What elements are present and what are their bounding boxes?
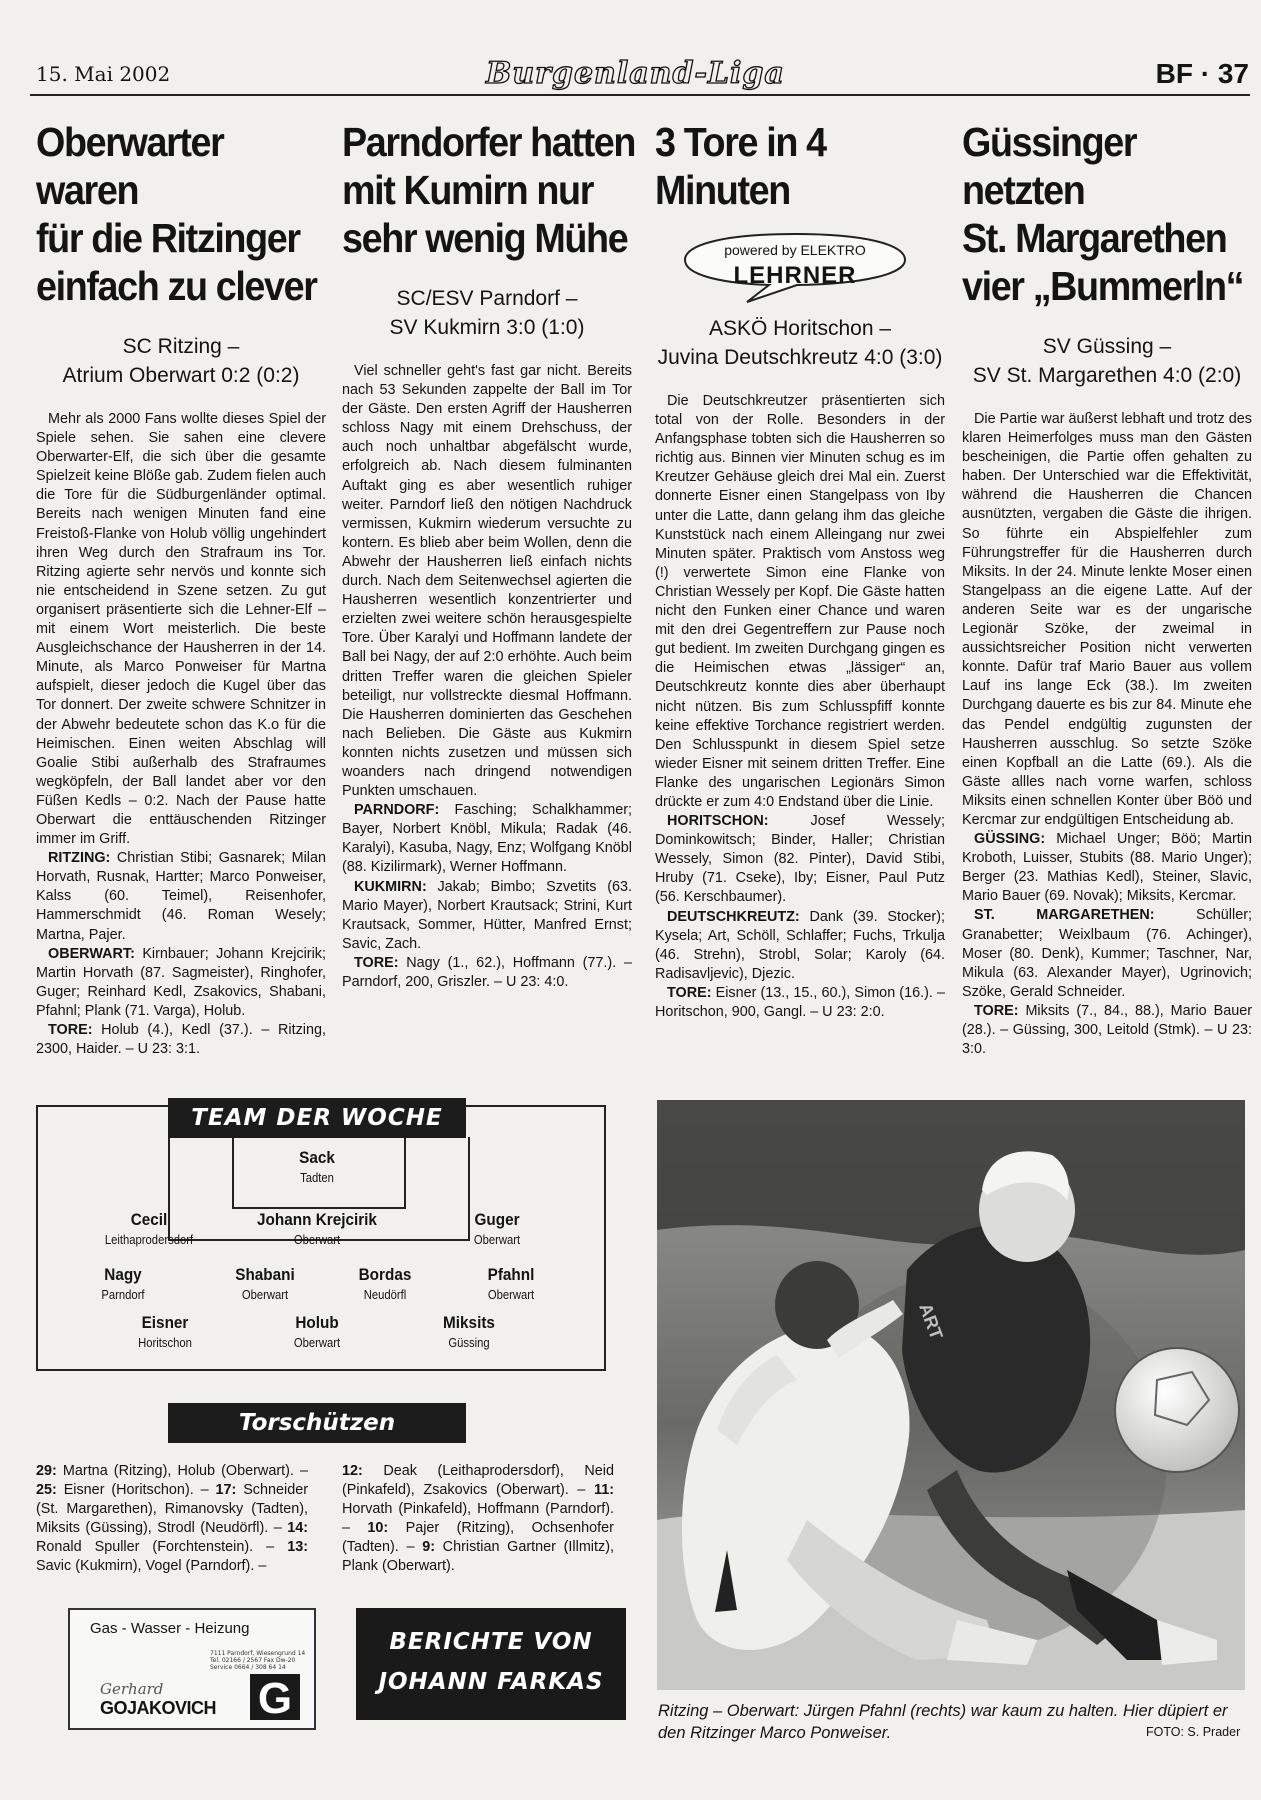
player-defender: Guger Oberwart — [473, 1210, 521, 1247]
player-midfielder: Pfahnl Oberwart — [487, 1265, 535, 1302]
sponsor-powered-by: powered by ELEKTRO — [724, 242, 866, 258]
lineup: HORITSCHON: Josef Wessely; Dominkowitsch; Binder, Haller; Christian Wessely, Simon (82. Pinter), David Stibi, Hruby (71. Cseke), Iby; Eisner, Paul Putz (56. Kerschbaumer). — [655, 813, 945, 906]
lineup: RITZING: Christian Stibi; Gasnarek; Milan Horvath, Rusnak, Hartter; Marco Ponweiser, Kalss (60. Teimel), Reisenhofer, Hammerschmidt (46. Roman Wesely; Martna, Pajer. — [36, 850, 326, 943]
top-scorers-title: Torschützen — [168, 1403, 466, 1443]
lineup: ST. MARGARETHEN: Schüller; Granabetter; Weixlbaum (76. Achinger), Moser (80. Denk), Kummer; Taschner, Nar, Mikula (63. Alexander Mayer), Ugrinovich; Szöke, Gerald Schneider. — [962, 907, 1252, 1000]
photo-credit: FOTO: S. Prader — [1146, 1725, 1241, 1739]
football-action-image — [657, 1100, 1245, 1690]
lineup: DEUTSCHKREUTZ: Dank (39. Stocker); Kysela; Art, Schöll, Schlaffer; Fuchs, Trkulja (46. Strehn), Strobl, Solar; Karoly (64. Radisavljevic), Djezic. — [655, 908, 945, 982]
lineup: GÜSSING: Michael Unger; Böö; Martin Kroboth, Luisser, Stubits (88. Mario Unger); Berger (23. Mathias Kedl), Steiner, Slavic, Mario Bauer (69. Novak); Miksits, Kercmar. — [962, 831, 1252, 905]
ad-address: 7111 Parndorf, Wiesengrund 14 Tel. 02166 / 2567 Fax Dw-20 Service 0664 / 308 64 14 — [210, 1650, 306, 1671]
ad-first-name: Gerhard — [100, 1680, 164, 1698]
player-forward: Holub Oberwart — [293, 1313, 341, 1350]
sponsor-brand: LEHRNER — [733, 262, 857, 289]
match-photo — [657, 1100, 1245, 1690]
player-midfielder: Bordas Neudörfl — [358, 1265, 412, 1302]
issue-date: 15. Mai 2002 — [36, 62, 171, 86]
ad-surname: GOJAKOVICH — [100, 1698, 217, 1718]
match-result: SC/ESV Parndorf – SV Kukmirn 3:0 (1:0) — [389, 287, 585, 339]
reporter-box: BERICHTE VON JOHANN FARKAS — [356, 1608, 626, 1720]
headline: 3 Tore in 4 Minuten — [655, 119, 826, 213]
lineup: KUKMIRN: Jakab; Bimbo; Szvetits (63. Mario Mayer), Norbert Krautsack; Strini, Kurt Krautsack, Sommer, Hütter, Manfred Ernst; Savic, Zach. — [342, 878, 632, 952]
player-defender: Johann Krejcirik Oberwart — [257, 1210, 377, 1247]
match-result: ASKÖ Horitschon – Juvina Deutschkreutz 4:0 (3:0) — [657, 317, 943, 369]
sponsor-bubble — [677, 228, 913, 306]
headline: Güssinger netzten St. Margarethen vier „Bummerln“ — [962, 119, 1244, 309]
player-goalkeeper: Sack Tadten — [299, 1148, 335, 1185]
player-midfielder: Shabani Oberwart — [235, 1265, 295, 1302]
goals-line: TORE: Nagy (1., 62.), Hoffmann (77.). – Parndorf, 200, Griszler. – U 23: 4:0. — [342, 954, 632, 990]
article-guessing-margarethen — [962, 118, 1252, 1059]
article-body: Die Deutschkreutzer präsentierten sich total von der Rolle. Besonders in der Anfangsphase tobten sich die Hausherren so richtig aus. Binnen vier Minuten schug es im Kreutzer Gehäuse gleich drei Mal ein. Zuerst donnerte Eisner einen Stangelpass von Iby unter die Latte, dann gelang ihm das gleiche Kunststück nach einem Alleingang nur zwei Minuten später. Praktisch vom Anstoss weg (!) verwertete Simon eine Flanke von Christian Wessely per Kopf. Die Gäste hatten nicht den Funken einer Chance und waren mit den drei Gegentreffern zur Pause noch gut bedient. Im zweiten Durchgang gingen es die Heimischen etwas „lässiger“ an, Deutschkreutz konnte dies aber überhaupt nicht nützen. Bis zum Schlusspfiff konnte keine effektive Torchance registriert werden. Den Schlusspunkt in diesem Spiel setze wieder Eisner mit seinem dritten Treffer. Eine Flanke des ungarischen Legionärs Simon drückte er zum 4:0 Endstand über die Linie. HORITSCHON: Josef Wessely; Dominkowitsch; Binder, Haller; Christian Wessely, Simon (82. Pinter), David Stibi, Hruby (71. Cseke), Iby; Eisner, Paul Putz (56. Kerschbaumer). DEUTSCHKREUTZ: Dank (39. Stocker); Kysela; Art, Schöll, Schlaffer; Fuchs, Trkulja (46. Strehn), Strobl, Solar; Karoly (64. Radisavljevic), Djezic. TORE: Eisner (13., 15., 60.), Simon (16.). – Horitschon, 900, Gangl. – U 23: 2:0. — [655, 392, 945, 1022]
lineup: PARNDORF: Fasching; Schalkhammer; Bayer, Norbert Knöbl, Mikula; Radak (46. Karalyi), Kasuba, Nagy, Enz; Wolfgang Knöbl (88. Kizilirmark), Werner Hoffmann. — [342, 802, 632, 876]
match-result: SV Güssing – SV St. Margarethen 4:0 (2:0) — [972, 335, 1242, 387]
article-ritzing-oberwart — [36, 118, 326, 1059]
headline: Parndorfer hatten mit Kumirn nur sehr wenig Mühe — [342, 119, 636, 261]
team-of-the-week-title: TEAM DER WOCHE — [168, 1098, 466, 1138]
headline: Oberwarter waren für die Ritzinger einfach zu clever — [36, 119, 317, 309]
ad-services: Gas - Wasser - Heizung — [90, 1620, 250, 1637]
photo-caption: Ritzing – Oberwart: Jürgen Pfahnl (rechts) war kaum zu halten. Hier düpiert er den Ritzinger Marco Ponweiser. — [658, 1702, 1228, 1742]
article-horitschon-deutschkreutz — [655, 118, 945, 1022]
article-parndorf-kukmirn — [342, 118, 636, 992]
company-logo-icon — [250, 1674, 300, 1720]
player-defender: Cecil Leithaprodersdorf — [104, 1210, 194, 1247]
player-forward: Eisner Horitschon — [138, 1313, 192, 1350]
player-forward: Miksits Güssing — [443, 1313, 495, 1350]
player-midfielder: Nagy Parndorf — [101, 1265, 145, 1302]
article-body: Mehr als 2000 Fans wollte dieses Spiel der Spiele sehen. Sie sahen eine clevere Oberwarter-Elf, die sich über die gesamte Spielzeit keine Blöße gab. Zudem fielen auch die Tore für die Südburgenländer optimal. Bereits nach wenigen Minuten fand eine Freistoß-Flanke von Holub völlig ungehindert ihren Weg durch den Strafraum ins Tor. Ritzing agierte sehr nervös und konnte sich nie entscheidend in Szene setzen. Zu gut organisert präsentierte sich die Lehner-Elf – mit einem Wort meisterlich. Die beste Ausgleichschance der Hausherren in der 14. Minute, als Marco Ponweiser für Martna aufspielt, dieser jedoch die Kugel über das Tor donnert. Der zweite schwere Schnitzer in der Abwehr bedeutete schon das K.o für die Heimischen. Einen weiten Abschlag will Goalie Stibi außerhalb des Strafraumes wegköpfeln, der Ball landet aber vor den Füßen Kedls – 0:2. Nach der Pause hatte Oberwart die enttäuschenden Ritzinger immer im Griff. RITZING: Christian Stibi; Gasnarek; Milan Horvath, Rusnak, Hartter; Marco Ponweiser, Kalss (60. Teimel), Reisenhofer, Hammerschmidt (46. Roman Wesely; Martna, Pajer. OBERWART: Kirnbauer; Johann Krejcirik; Martin Horvath (87. Sagmeister), Ringhofer, Guger; Reinhard Kedl, Zsakovics, Shabani, Pfahnl; Plank (71. Varga), Holub. TORE: Holub (4.), Kedl (37.). – Ritzing, 2300, Haider. – U 23: 3:1. — [36, 410, 326, 1059]
article-body: Viel schneller geht's fast gar nicht. Bereits nach 53 Sekunden zappelte der Ball im Tor der Gäste. Den ersten Agriff der Hausherren schloss Nagy mit einem Drehschuss, der auch noch unhaltbar abgefälscht wurde, erfolgreich ab. Nach diesem fulminanten Auftakt ging es aber wesentlich ruhiger weiter. Parndorf ließ den nötigen Nachdruck vermissen, Kukmirn wiederum versuchte zu kontern. Es blieb aber beim Wollen, denn die Abwehr der Hausherren ließ einfach nichts durch. Nach dem Seitenwechsel agierten die Hausherren wesentlich konzentrierter und erzielten zwei weitere schön herausgespielte Tore. Über Karalyi und Hoffmann landete der Ball bei Nagy, der auf 2:0 erhöhte. Auch beim dritten Treffer waren die gleichen Spieler beteiligt, nur vollstreckte diesmal Hoffmann. Die Hausherren dominierten das Geschehen nach Belieben. Die Gäste aus Kukmirn konnten nichts zusetzen und müssen sich woanders nach dringend notwendigen Punkten umschauen. PARNDORF: Fasching; Schalkhammer; Bayer, Norbert Knöbl, Mikula; Radak (46. Karalyi), Kasuba, Nagy, Enz; Wolfgang Knöbl (88. Kizilirmark), Werner Hoffmann. KUKMIRN: Jakab; Bimbo; Szvetits (63. Mario Mayer), Norbert Krautsack; Strini, Kurt Krautsack, Sommer, Hütter, Manfred Ernst; Savic, Zach. TORE: Nagy (1., 62.), Hoffmann (77.). – Parndorf, 200, Griszler. – U 23: 4:0. — [342, 362, 632, 992]
lineup: OBERWART: Kirnbauer; Johann Krejcirik; Martin Horvath (87. Sagmeister), Ringhofer, Guger; Reinhard Kedl, Zsakovics, Shabani, Pfahnl; Plank (71. Varga), Holub. — [36, 945, 326, 1019]
page-number: BF · 37 — [1155, 58, 1249, 89]
goals-line: TORE: Holub (4.), Kedl (37.). – Ritzing, 2300, Haider. – U 23: 3:1. — [36, 1022, 326, 1058]
section-title: Burgenland-Liga — [486, 56, 785, 91]
advertisement — [68, 1608, 316, 1730]
top-scorers-list-right: 12: Deak (Leithaprodersdorf), Neid (Pinkafeld), Zsakovics (Oberwart). – 11: Horvath (Pinkafeld), Hoffmann (Parndorf). – 10: Pajer (Ritzing), Ochsenhofer (Tadten). – 9: Christian Gartner (Illmitz), Plank (Oberwart). — [342, 1463, 614, 1575]
header-rule — [30, 94, 1250, 96]
goals-line: TORE: Eisner (13., 15., 60.), Simon (16.). – Horitschon, 900, Gangl. – U 23: 2:0. — [655, 984, 945, 1020]
svg-text:G: G — [257, 1674, 293, 1720]
top-scorers-list-left: 29: Martna (Ritzing), Holub (Oberwart). – 25: Eisner (Horitschon). – 17: Schneider (St. Margarethen), Rimanovsky (Tadten), Miksits (Güssing), Strodl (Neudörfl). – 14: Ronald Spuller (Forchtenstein). – 13: Savic (Kukmirn), Vogel (Parndorf). – — [36, 1463, 308, 1575]
svg-text:ART: ART — [915, 1300, 947, 1343]
goals-line: TORE: Miksits (7., 84., 88.), Mario Bauer (28.). – Güssing, 300, Leitold (Stmk). – U 23: 3:0. — [962, 1002, 1252, 1058]
article-body: Die Partie war äußerst lebhaft und trotz des klaren Heimerfolges muss man den Gästen bescheinigen, die Partie offen gehalten zu haben. Der Unterschied war die Effektivität, während die Hausherren die Chancen ausnützten, vergaben die Gäste die ihrigen. So führte ein Abspielfehler zum Führungstreffer für die Hausherren durch Miksits. In der 24. Minute lenkte Moser einen Stangelpass an die eigene Latte. Auf der anderen Seite war es der ungarische Legionär Szöke, der zweimal in aussichtsreicher Position nicht verwerten konnte. Dafür traf Mario Bauer aus vollem Lauf ins lange Eck (38.). Im zweiten Durchgang dauerte es bis zur 84. Minute ehe das Pendel endgültig zugunsten der Hausherren ausschlug. So setzte Szöke einen Kopfball an die Latte (69.). Als die Gäste allles nach vorne warfen, schloss Miksits einen schnellen Konter über Böö und Kercmar zur endgültigen Entscheidung ab. GÜSSING: Michael Unger; Böö; Martin Kroboth, Luisser, Stubits (88. Mario Unger); Berger (23. Mathias Kedl), Steiner, Slavic, Mario Bauer (69. Novak); Miksits, Kercmar. ST. MARGARETHEN: Schüller; Granabetter; Weixlbaum (76. Achinger), Moser (80. Denk), Kummer; Taschner, Nar, Mikula (63. Alexander Mayer), Ugrinovich; Szöke, Gerald Schneider. TORE: Miksits (7., 84., 88.), Mario Bauer (28.). – Güssing, 300, Leitold (Stmk). – U 23: 3:0. — [962, 410, 1252, 1059]
match-result: SC Ritzing – Atrium Oberwart 0:2 (0:2) — [62, 335, 300, 387]
